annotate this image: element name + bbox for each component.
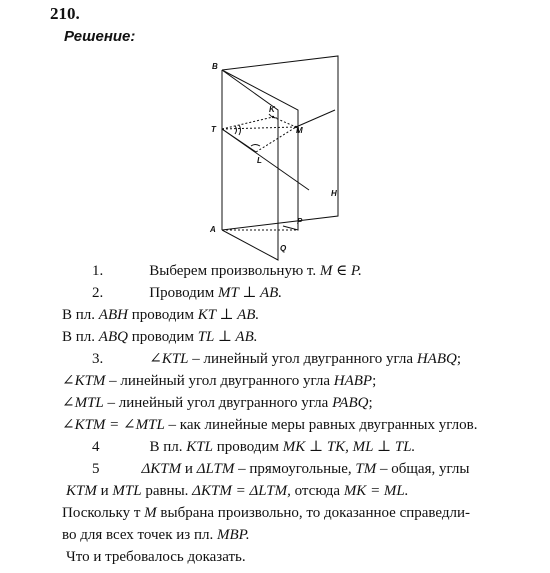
step-line-1 <box>92 262 362 280</box>
step-line-13 <box>62 526 250 544</box>
step-number: 2. <box>92 285 104 301</box>
label-h: H <box>331 189 337 198</box>
step-number: 1. <box>92 263 104 279</box>
step-text: – линейный угол двугранного угла <box>192 351 414 367</box>
segment-km <box>273 117 296 127</box>
plane-name: KTL <box>186 439 213 455</box>
math-expr: ∠KTM <box>62 373 106 389</box>
step-line-3 <box>62 306 259 324</box>
punctuation: ; <box>368 395 373 411</box>
step-text: В пл. <box>62 307 96 323</box>
plane-name: ABQ <box>98 329 128 345</box>
step-text: проводим <box>216 439 279 455</box>
line-in-abh <box>296 110 335 127</box>
angle-mark-t2 <box>239 125 241 135</box>
step-text: В пл. <box>149 439 183 455</box>
step-text: выбрана произвольно, то доказанное справедли- <box>160 505 471 521</box>
step-text: и <box>100 483 109 499</box>
math-expr: MK = ML. <box>343 483 409 499</box>
math-expr: ∠KTM = ∠MTL <box>62 417 165 433</box>
step-text: проводим <box>131 329 194 345</box>
step-number: 4 <box>92 439 100 455</box>
angle-name: HABQ <box>416 351 457 367</box>
step-text: Что и требовалось доказать. <box>66 549 246 565</box>
step-line-2 <box>92 284 282 302</box>
step-line-11 <box>66 482 409 500</box>
math-expr: KT ⊥ AB. <box>197 307 260 323</box>
label-p: P <box>297 217 303 226</box>
label-l: L <box>257 156 262 165</box>
step-text: – линейный угол двугранного угла <box>107 395 329 411</box>
math-expr: ∠KTL <box>149 351 189 367</box>
step-number: 3. <box>92 351 104 367</box>
segment-name: TM <box>355 461 377 477</box>
dihedral-angle-figure <box>195 48 365 262</box>
step-text: – как линейные меры равных двугранных углов. <box>168 417 478 433</box>
step-text: и <box>184 461 193 477</box>
plane-abq <box>222 70 278 260</box>
solution-label: Решение: <box>64 28 136 45</box>
line-in-abq <box>222 129 309 190</box>
step-line-10 <box>92 460 469 478</box>
step-text: В пл. <box>62 329 96 345</box>
angle-name: HABP <box>333 373 373 389</box>
point-k-dot <box>272 116 274 118</box>
step-text: – общая, углы <box>380 461 470 477</box>
math-expr: TL ⊥ AB. <box>197 329 258 345</box>
label-q: Q <box>280 244 287 253</box>
math-expr: MK ⊥ TK, ML ⊥ TL. <box>282 439 416 455</box>
math-expr: ΔKTM = ΔLTM, <box>192 483 291 499</box>
step-line-4 <box>62 328 258 346</box>
step-text: проводим <box>131 307 194 323</box>
label-t: T <box>211 125 216 134</box>
plane-name: MBP. <box>216 527 250 543</box>
plane-name: ABH <box>98 307 128 323</box>
segment-ml <box>256 127 296 152</box>
step-text: – линейный угол двугранного угла <box>109 373 330 389</box>
math-expr: MT ⊥ AB. <box>218 285 283 301</box>
label-k: K <box>269 105 275 114</box>
step-line-5 <box>92 350 461 368</box>
point-name: M <box>144 505 157 521</box>
punctuation: ; <box>456 351 461 367</box>
figure-svg <box>195 48 365 262</box>
segment-tk <box>222 117 273 129</box>
math-expr: M ∈ P. <box>319 263 362 279</box>
angle-mark-t1 <box>235 126 237 134</box>
step-text: Проводим <box>149 285 215 301</box>
step-text: Выберем произвольную т. <box>149 263 317 279</box>
angle-name: KTM <box>66 483 97 499</box>
step-text: во для всех точек из пл. <box>62 527 214 543</box>
step-line-12 <box>62 504 470 522</box>
math-expr: ΔKTM <box>141 461 182 477</box>
angle-name: MTL <box>112 483 142 499</box>
math-expr: ΔLTM <box>196 461 235 477</box>
step-line-8 <box>62 416 477 434</box>
step-text: – прямоугольные, <box>238 461 352 477</box>
step-text: отсюда <box>294 483 341 499</box>
step-line-9 <box>92 438 415 456</box>
label-b: B <box>212 62 218 71</box>
step-line-6 <box>62 372 376 390</box>
step-number: 5 <box>92 461 100 477</box>
label-a: A <box>210 225 216 234</box>
step-text: равны. <box>145 483 189 499</box>
step-line-14 <box>66 548 246 566</box>
step-line-7 <box>62 394 373 412</box>
problem-number: 210. <box>50 4 80 23</box>
angle-name: PABQ <box>332 395 369 411</box>
segment-tm <box>222 127 296 129</box>
math-expr: ∠MTL <box>62 395 104 411</box>
punctuation: ; <box>372 373 377 389</box>
right-angle-mark-l <box>251 145 260 147</box>
step-text: Поскольку т <box>62 505 141 521</box>
label-m: M <box>296 126 303 135</box>
